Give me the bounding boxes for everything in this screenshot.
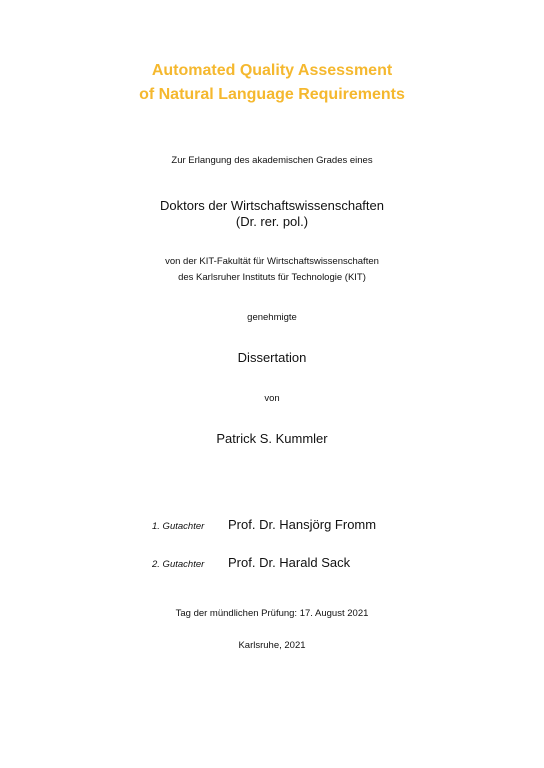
degree-line-2: (Dr. rer. pol.) (235, 214, 309, 229)
title-line-2: of Natural Language Requirements (139, 86, 405, 103)
document-type: Dissertation (237, 350, 307, 365)
degree-line-1: Doktors der Wirtschaftswissenschaften (160, 198, 384, 213)
by-text: von (264, 393, 280, 404)
referee-name-2: Prof. Dr. Harald Sack (228, 555, 351, 570)
referee-row-1 (0, 517, 544, 535)
title-line-1: Automated Quality Assessment (151, 62, 393, 79)
referee-row-2 (0, 555, 544, 573)
referee-name-1: Prof. Dr. Hansjörg Fromm (228, 517, 377, 532)
intro-text: Zur Erlangung des akademischen Grades eines (171, 155, 373, 166)
faculty-line-1: von der KIT-Fakultät für Wirtschaftswissenschaften (165, 256, 379, 267)
referee-label-2: 2. Gutachter (152, 559, 205, 570)
place-year: Karlsruhe, 2021 (238, 640, 306, 651)
approved-text: genehmigte (247, 312, 297, 323)
author-name: Patrick S. Kummler (216, 431, 328, 446)
faculty-line-2: des Karlsruher Instituts für Technologie (KIT) (178, 272, 366, 283)
referee-label-1: 1. Gutachter (152, 521, 205, 532)
exam-date: Tag der mündlichen Prüfung: 17. August 2021 (175, 608, 369, 619)
